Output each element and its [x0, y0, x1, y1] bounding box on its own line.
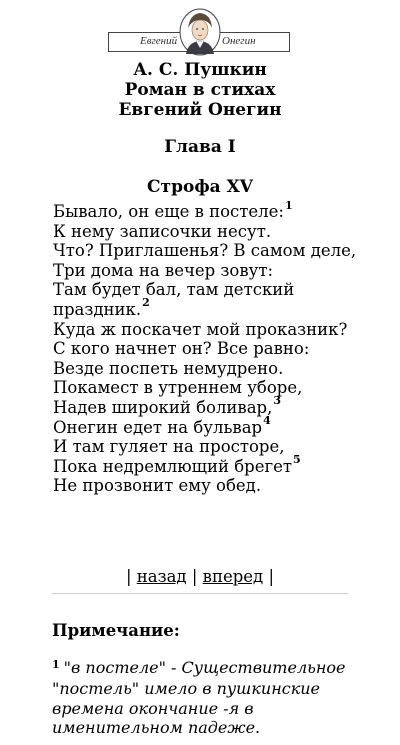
footnote-line: $^1$ "в постеле" - Существительное	[52, 658, 346, 677]
nav-separator: |	[191, 567, 198, 586]
banner-right-text: Онегин	[222, 35, 256, 47]
notes-heading: Примечание:	[52, 621, 180, 640]
stanza-navigation	[0, 567, 400, 587]
banner-left-text: Евгений	[140, 35, 178, 47]
poem-line: Везде поспеть немудрено.	[53, 358, 284, 378]
footnote-ref[interactable]: 2	[142, 296, 150, 310]
nav-separator: |	[125, 567, 132, 586]
subtitle-heading: Роман в стихах	[124, 80, 276, 100]
nav-separator: |	[268, 567, 275, 586]
poem-line: Онегин едет на бульвар$^4$	[53, 414, 271, 437]
footnote-ref[interactable]: 5	[293, 453, 301, 467]
onegin-portrait-icon	[178, 8, 222, 56]
forward-link[interactable]: вперед	[202, 567, 264, 586]
poem-line: Не прозвонит ему обед.	[53, 476, 262, 496]
chapter-heading: Глава I	[164, 137, 236, 157]
back-link[interactable]: назад	[136, 567, 187, 586]
poem-line: К нему записочки несут.	[53, 221, 272, 241]
onegin-banner	[108, 8, 290, 56]
poem-line: С кого начнет он? Все равно:	[53, 339, 310, 359]
footnote-line: времена окончание -я в	[52, 698, 254, 718]
poem-line: праздник.$^2$	[53, 296, 150, 319]
poem-line: Надев широкий боливар,$^3$	[53, 394, 282, 417]
divider	[52, 593, 348, 594]
footnote-number: 1	[52, 658, 60, 671]
poem-text	[53, 198, 393, 496]
poem-line: Покамест в утреннем уборе,	[53, 378, 303, 398]
poem-line: Там будет бал, там детский	[53, 280, 295, 300]
footnote-ref[interactable]: 3	[273, 394, 282, 408]
stanza-heading: Строфа XV	[147, 177, 253, 197]
poem-line: Бывало, он еще в постеле:$^1$	[53, 198, 293, 221]
poem-line: Куда ж поскачет мой проказник?	[53, 319, 348, 339]
footnote-ref[interactable]: 1	[284, 198, 293, 212]
footnote	[52, 658, 352, 738]
author-heading: А. С. Пушкин	[133, 60, 267, 80]
title-heading: Евгений Онегин	[118, 100, 282, 120]
footnote-ref[interactable]: 4	[263, 414, 271, 428]
footnote-line: именительном падеже.	[52, 718, 261, 738]
poem-line: Три дома на вечер зовут:	[53, 260, 274, 280]
poem-line: Что? Приглашенья? В самом деле,	[53, 241, 357, 261]
poem-line: И там гуляет на просторе,	[53, 437, 285, 457]
footnote-line: "постель" имело в пушкинские	[52, 679, 321, 699]
poem-line: Пока недремлющий брегет$^5$	[53, 453, 301, 476]
